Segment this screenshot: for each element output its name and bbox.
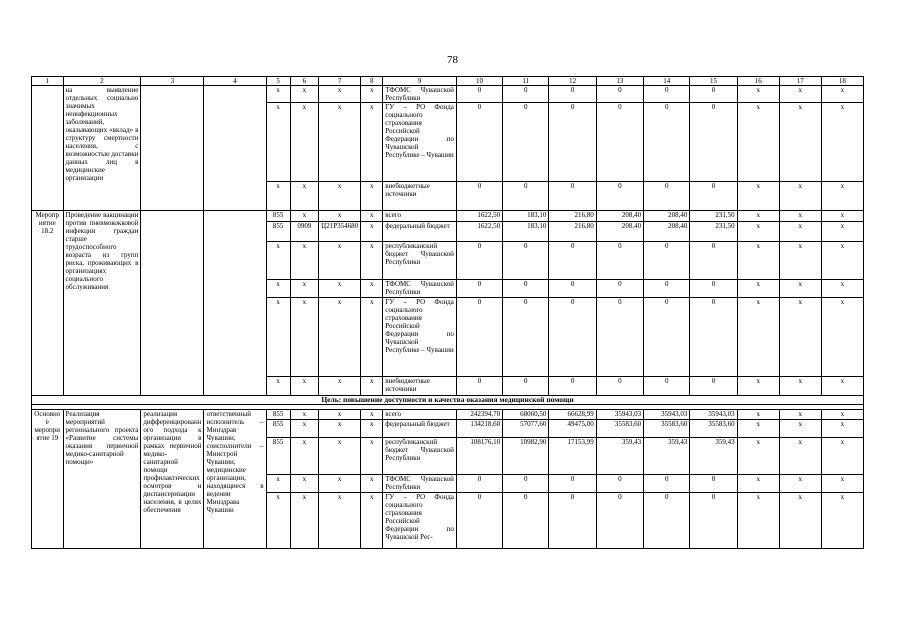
cell-value: 0 — [644, 86, 690, 103]
cell-value: 0 — [549, 298, 596, 377]
cell-value: 0 — [596, 86, 643, 103]
cell-value: 359,43 — [690, 438, 737, 475]
cell-rzpr: x — [290, 242, 318, 280]
cell-value: 216,80 — [549, 222, 596, 242]
cell-value: 0 — [456, 103, 502, 182]
cell-value: x — [821, 280, 863, 298]
cell-rzpr: x — [290, 438, 318, 475]
cell-grbs: x — [266, 377, 290, 396]
cell-value: 0 — [644, 377, 690, 396]
cell-value: x — [821, 182, 863, 211]
cell-value: 208,40 — [596, 211, 643, 222]
cell-rzpr: x — [290, 377, 318, 396]
cell-value: 35943,03 — [596, 410, 643, 420]
cell-value: 0 — [644, 182, 690, 211]
cell-value: 0 — [690, 242, 737, 280]
cell-value: 0 — [596, 280, 643, 298]
cell-vr: x — [361, 182, 383, 211]
cell-value: 0 — [503, 493, 549, 549]
cell-value: x — [821, 493, 863, 549]
cell-value: x — [737, 280, 779, 298]
cell-grbs: x — [266, 280, 290, 298]
cell-executor — [204, 86, 266, 211]
cell-csr: x — [319, 242, 361, 280]
cell-vr: x — [361, 242, 383, 280]
cell-vr: x — [361, 420, 383, 438]
cell-grbs: x — [266, 475, 290, 493]
cell-vr: x — [361, 86, 383, 103]
cell-value: x — [737, 410, 779, 420]
cell-value: 0 — [549, 182, 596, 211]
cell-vr: x — [361, 211, 383, 222]
cell-value: 208,40 — [644, 211, 690, 222]
cell-source: ТФОМС Чувашской Республики — [383, 86, 457, 103]
cell-value: 0 — [644, 493, 690, 549]
cell-description — [141, 86, 204, 211]
cell-source: республиканский бюджет Чувашской Республики — [383, 242, 457, 280]
cell-value: x — [821, 410, 863, 420]
cell-value: 0 — [644, 103, 690, 182]
table-row — [32, 211, 864, 222]
cell-value: 0 — [549, 86, 596, 103]
cell-value: x — [821, 298, 863, 377]
cell-source: всего — [383, 211, 457, 222]
cell-rzpr: x — [290, 475, 318, 493]
cell-value: 0 — [503, 280, 549, 298]
header-cell: 14 — [644, 77, 690, 86]
cell-value: 216,80 — [549, 211, 596, 222]
cell-value: x — [821, 211, 863, 222]
cell-value: 35943,03 — [644, 410, 690, 420]
cell-grbs: x — [266, 242, 290, 280]
cell-source: республиканский бюджет Чувашской Республики — [383, 438, 457, 475]
header-cell: 6 — [290, 77, 318, 86]
cell-rzpr: x — [290, 298, 318, 377]
cell-value: 0 — [690, 377, 737, 396]
cell-value: 0 — [596, 103, 643, 182]
cell-value: 0 — [456, 280, 502, 298]
cell-value: 0 — [596, 298, 643, 377]
header-cell: 10 — [456, 77, 502, 86]
table-row — [32, 410, 864, 420]
cell-csr: Ц21Р354680 — [319, 222, 361, 242]
cell-value: 183,10 — [503, 211, 549, 222]
cell-value: x — [821, 86, 863, 103]
cell-value: x — [821, 377, 863, 396]
cell-source: федеральный бюджет — [383, 420, 457, 438]
cell-value: 0 — [503, 298, 549, 377]
cell-value: 359,43 — [644, 438, 690, 475]
cell-source: ГУ – РО Фонда социального страхования Российской Федерации по Чувашской Республике – Чувашии — [383, 103, 457, 182]
cell-value: x — [779, 438, 821, 475]
cell-value: x — [779, 211, 821, 222]
goal-heading: Цель: повышение доступности и качества оказания медицинской помощи — [32, 396, 864, 405]
cell-source: внебюджетные источники — [383, 182, 457, 211]
cell-value: 0 — [690, 103, 737, 182]
cell-rzpr: x — [290, 493, 318, 549]
cell-executor — [204, 211, 266, 396]
cell-value: x — [821, 475, 863, 493]
cell-csr: x — [319, 438, 361, 475]
cell-value: x — [737, 242, 779, 280]
cell-csr: x — [319, 298, 361, 377]
cell-code: Основное мероприятие 19 — [32, 410, 64, 549]
header-cell: 15 — [690, 77, 737, 86]
cell-value: 35583,60 — [690, 420, 737, 438]
cell-value: x — [779, 493, 821, 549]
cell-value: 35583,60 — [596, 420, 643, 438]
cell-value: 0 — [596, 242, 643, 280]
cell-value: x — [821, 420, 863, 438]
cell-value: x — [779, 298, 821, 377]
cell-grbs: x — [266, 493, 290, 549]
cell-code — [32, 86, 64, 211]
header-cell: 3 — [141, 77, 204, 86]
cell-value: 0 — [549, 493, 596, 549]
cell-value: x — [821, 438, 863, 475]
header-cell: 5 — [266, 77, 290, 86]
cell-csr: x — [319, 211, 361, 222]
cell-value: 208,40 — [596, 222, 643, 242]
cell-csr: x — [319, 377, 361, 396]
cell-value: 0 — [456, 242, 502, 280]
column-number-row — [32, 77, 864, 86]
cell-source: ТФОМС Чувашской Республики — [383, 475, 457, 493]
cell-value: x — [779, 475, 821, 493]
cell-value: 10982,90 — [503, 438, 549, 475]
cell-value: 0 — [456, 493, 502, 549]
cell-value: 49475,00 — [549, 420, 596, 438]
cell-value: 68060,50 — [503, 410, 549, 420]
cell-value: 35943,03 — [690, 410, 737, 420]
cell-description: реализация дифференцированного подхода к организации в рамках первичной медико-санитарной помощи профилактических осмотров и диспансеризации населения, в целях обеспечения — [141, 410, 204, 549]
cell-value: 0 — [644, 280, 690, 298]
cell-value: 108176,10 — [456, 438, 502, 475]
cell-value: 0 — [503, 182, 549, 211]
cell-grbs: x — [266, 298, 290, 377]
cell-value: 208,40 — [644, 222, 690, 242]
cell-value: 0 — [456, 377, 502, 396]
cell-value: x — [779, 86, 821, 103]
cell-value: 0 — [690, 493, 737, 549]
cell-source: внебюджетные источники — [383, 377, 457, 396]
cell-rzpr: x — [290, 103, 318, 182]
cell-value: x — [737, 493, 779, 549]
cell-source: ГУ – РО Фонда социального страхования Российской Федерации по Чувашской Республике – Чувашии — [383, 298, 457, 377]
cell-value: 0 — [549, 377, 596, 396]
cell-value: x — [737, 377, 779, 396]
cell-value: 0 — [596, 182, 643, 211]
cell-value: x — [737, 475, 779, 493]
cell-value: 0 — [690, 86, 737, 103]
header-cell: 4 — [204, 77, 266, 86]
cell-value: 0 — [644, 298, 690, 377]
header-cell: 12 — [549, 77, 596, 86]
cell-grbs: x — [266, 103, 290, 182]
header-cell: 1 — [32, 77, 64, 86]
cell-vr: x — [361, 438, 383, 475]
cell-value: 17153,99 — [549, 438, 596, 475]
cell-value: 0 — [690, 298, 737, 377]
cell-source: федеральный бюджет — [383, 222, 457, 242]
cell-value: x — [737, 420, 779, 438]
cell-value: 0 — [690, 475, 737, 493]
goal-row — [32, 396, 864, 405]
cell-value: 57077,60 — [503, 420, 549, 438]
cell-value: 0 — [644, 242, 690, 280]
cell-csr: x — [319, 410, 361, 420]
header-cell: 8 — [361, 77, 383, 86]
cell-value: x — [821, 103, 863, 182]
header-cell: 11 — [503, 77, 549, 86]
cell-vr: x — [361, 103, 383, 182]
cell-rzpr: x — [290, 86, 318, 103]
cell-description — [141, 211, 204, 396]
cell-value: 359,43 — [596, 438, 643, 475]
cell-value: 0 — [596, 377, 643, 396]
cell-value: x — [737, 86, 779, 103]
cell-grbs: x — [266, 182, 290, 211]
cell-csr: x — [319, 182, 361, 211]
cell-value: 0 — [503, 242, 549, 280]
cell-value: 66628,99 — [549, 410, 596, 420]
cell-value: x — [779, 242, 821, 280]
cell-csr: x — [319, 420, 361, 438]
cell-csr: x — [319, 103, 361, 182]
cell-grbs: 855 — [266, 438, 290, 475]
cell-value: 0 — [596, 493, 643, 549]
cell-value: 0 — [503, 86, 549, 103]
cell-value: x — [779, 410, 821, 420]
cell-value: 0 — [549, 242, 596, 280]
header-cell: 13 — [596, 77, 643, 86]
cell-rzpr: x — [290, 211, 318, 222]
cell-csr: x — [319, 280, 361, 298]
cell-value: 231,50 — [690, 211, 737, 222]
cell-source: ТФОМС Чувашской Республики — [383, 280, 457, 298]
cell-csr: x — [319, 475, 361, 493]
cell-grbs: 855 — [266, 420, 290, 438]
cell-value: x — [737, 182, 779, 211]
cell-value: x — [779, 222, 821, 242]
cell-value: 1622,50 — [456, 222, 502, 242]
cell-rzpr: 0909 — [290, 222, 318, 242]
cell-value: 0 — [456, 182, 502, 211]
cell-value: 0 — [549, 475, 596, 493]
cell-value: x — [779, 420, 821, 438]
header-cell: 17 — [779, 77, 821, 86]
cell-value: 0 — [690, 280, 737, 298]
cell-event-name: Проведение вакцинации против пневмококковой инфекции граждан старше трудоспособного возраста из групп риска, проживающих в организациях социального обслуживания — [63, 211, 141, 396]
cell-value: x — [779, 280, 821, 298]
cell-source: всего — [383, 410, 457, 420]
cell-value: 0 — [644, 475, 690, 493]
cell-value: 0 — [690, 182, 737, 211]
cell-rzpr: x — [290, 280, 318, 298]
header-cell: 18 — [821, 77, 863, 86]
cell-value: 0 — [596, 475, 643, 493]
cell-value: 0 — [456, 475, 502, 493]
cell-vr: x — [361, 475, 383, 493]
cell-value: x — [737, 103, 779, 182]
cell-vr: x — [361, 222, 383, 242]
cell-value: 183,10 — [503, 222, 549, 242]
table-row — [32, 86, 864, 103]
cell-grbs: 855 — [266, 222, 290, 242]
cell-value: x — [821, 222, 863, 242]
cell-value: x — [821, 242, 863, 280]
cell-value: 0 — [503, 377, 549, 396]
page-number: 78 — [447, 54, 458, 66]
cell-value: x — [779, 377, 821, 396]
header-cell: 9 — [383, 77, 457, 86]
cell-grbs: x — [266, 86, 290, 103]
cell-value: x — [737, 438, 779, 475]
cell-value: 35583,60 — [644, 420, 690, 438]
cell-value: 242394,70 — [456, 410, 502, 420]
cell-value: 0 — [503, 475, 549, 493]
cell-grbs: 855 — [266, 211, 290, 222]
cell-vr: x — [361, 377, 383, 396]
cell-value: 0 — [456, 86, 502, 103]
cell-value: x — [737, 222, 779, 242]
cell-value: 0 — [456, 298, 502, 377]
cell-value: 0 — [549, 280, 596, 298]
cell-value: 0 — [503, 103, 549, 182]
header-cell: 16 — [737, 77, 779, 86]
cell-event-name: Реализация мероприятий регионального проекта «Развитие системы оказания первичной медико-санитарной помощи» — [63, 410, 141, 549]
cell-vr: x — [361, 298, 383, 377]
cell-vr: x — [361, 280, 383, 298]
cell-code: Мероприятие 18.2 — [32, 211, 64, 396]
cell-value: x — [779, 182, 821, 211]
cell-value: 134218,60 — [456, 420, 502, 438]
header-cell: 2 — [63, 77, 141, 86]
header-cell: 7 — [319, 77, 361, 86]
cell-csr: x — [319, 493, 361, 549]
cell-vr: x — [361, 493, 383, 549]
cell-value: x — [779, 103, 821, 182]
cell-value: 1622,50 — [456, 211, 502, 222]
cell-grbs: 855 — [266, 410, 290, 420]
cell-rzpr: x — [290, 182, 318, 211]
cell-value: 0 — [549, 103, 596, 182]
cell-executor: ответственный исполнитель – Минздрав Чувашии, соисполнители – Минстрой Чувашии, медицинские организации, находящиеся в ведении Минздрава Чувашии — [204, 410, 266, 549]
cell-csr: x — [319, 86, 361, 103]
cell-value: x — [737, 298, 779, 377]
cell-vr: x — [361, 410, 383, 420]
cell-event-name: на выявление отдельных социально значимых неинфекционных заболеваний, оказывающих «вклад» в структуру смертности населения, с возможностью доставки данных лиц в медицинские организации — [63, 86, 141, 211]
cell-rzpr: x — [290, 420, 318, 438]
cell-value: 231,50 — [690, 222, 737, 242]
program-table — [31, 76, 864, 549]
cell-rzpr: x — [290, 410, 318, 420]
cell-source: ГУ – РО Фонда социального страхования Российской Федерации по Чувашской Рес- — [383, 493, 457, 549]
cell-value: x — [737, 211, 779, 222]
